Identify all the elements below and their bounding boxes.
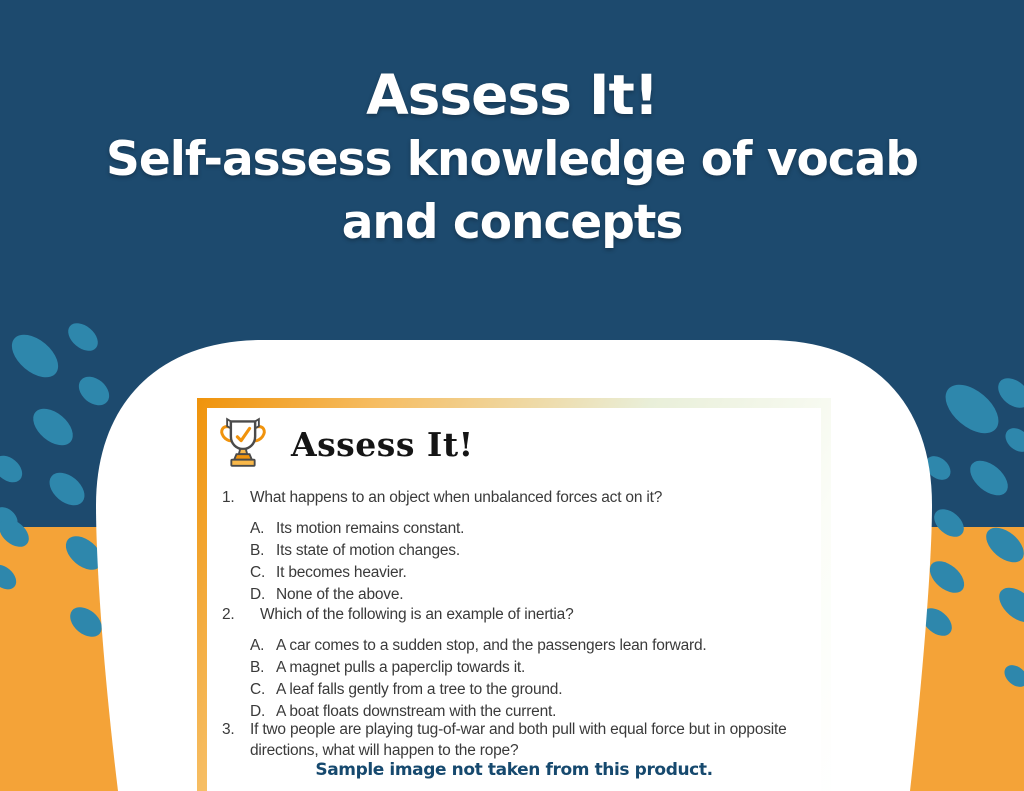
answer-options <box>250 635 706 723</box>
option-label: A. <box>250 520 265 537</box>
answer-option <box>250 635 706 657</box>
option-text: A car comes to a sudden stop, and the passengers lean forward. <box>276 637 707 654</box>
worksheet-title: Assess It! <box>291 424 474 464</box>
option-label: B. <box>250 542 265 559</box>
answer-options <box>250 518 662 606</box>
question-2 <box>222 604 706 723</box>
question-number: 3. <box>222 721 235 738</box>
option-text: A magnet pulls a paperclip towards it. <box>276 659 526 676</box>
option-text: Its motion remains constant. <box>276 520 465 537</box>
option-label: C. <box>250 681 266 698</box>
option-label: D. <box>250 703 266 720</box>
option-text: It becomes heavier. <box>276 564 407 581</box>
question-number: 2. <box>222 606 235 623</box>
question-text: If two people are playing tug-of-war and both pull with equal force but in opposite directions, what will happen to the rope? <box>250 721 787 759</box>
answer-option <box>250 562 662 584</box>
worksheet-page <box>197 398 831 791</box>
worksheet-page-inner <box>207 408 821 791</box>
option-text: A leaf falls gently from a tree to the ground. <box>276 681 563 698</box>
answer-option <box>250 540 662 562</box>
question-text: Which of the following is an example of inertia? <box>260 606 574 623</box>
question-number: 1. <box>222 489 235 506</box>
option-label: B. <box>250 659 265 676</box>
option-text: A boat floats downstream with the current. <box>276 703 557 720</box>
answer-option <box>250 657 706 679</box>
hero-subtitle-line1: Self-assess knowledge of vocab <box>105 132 918 187</box>
trophy-check-icon <box>215 414 271 474</box>
answer-option <box>250 679 706 701</box>
option-label: A. <box>250 637 265 654</box>
hero-title: Assess It! <box>366 63 658 127</box>
option-label: D. <box>250 586 266 603</box>
hero-subtitle-line2: and concepts <box>341 195 683 250</box>
option-label: C. <box>250 564 266 581</box>
answer-option <box>250 584 662 606</box>
sample-disclaimer: Sample image not taken from this product. <box>315 760 713 780</box>
option-text: Its state of motion changes. <box>276 542 460 559</box>
worksheet-header <box>215 414 474 474</box>
option-text: None of the above. <box>276 586 404 603</box>
question-1 <box>222 487 662 606</box>
answer-option <box>250 518 662 540</box>
question-3 <box>222 719 808 761</box>
question-text: What happens to an object when unbalanced forces act on it? <box>250 489 663 506</box>
